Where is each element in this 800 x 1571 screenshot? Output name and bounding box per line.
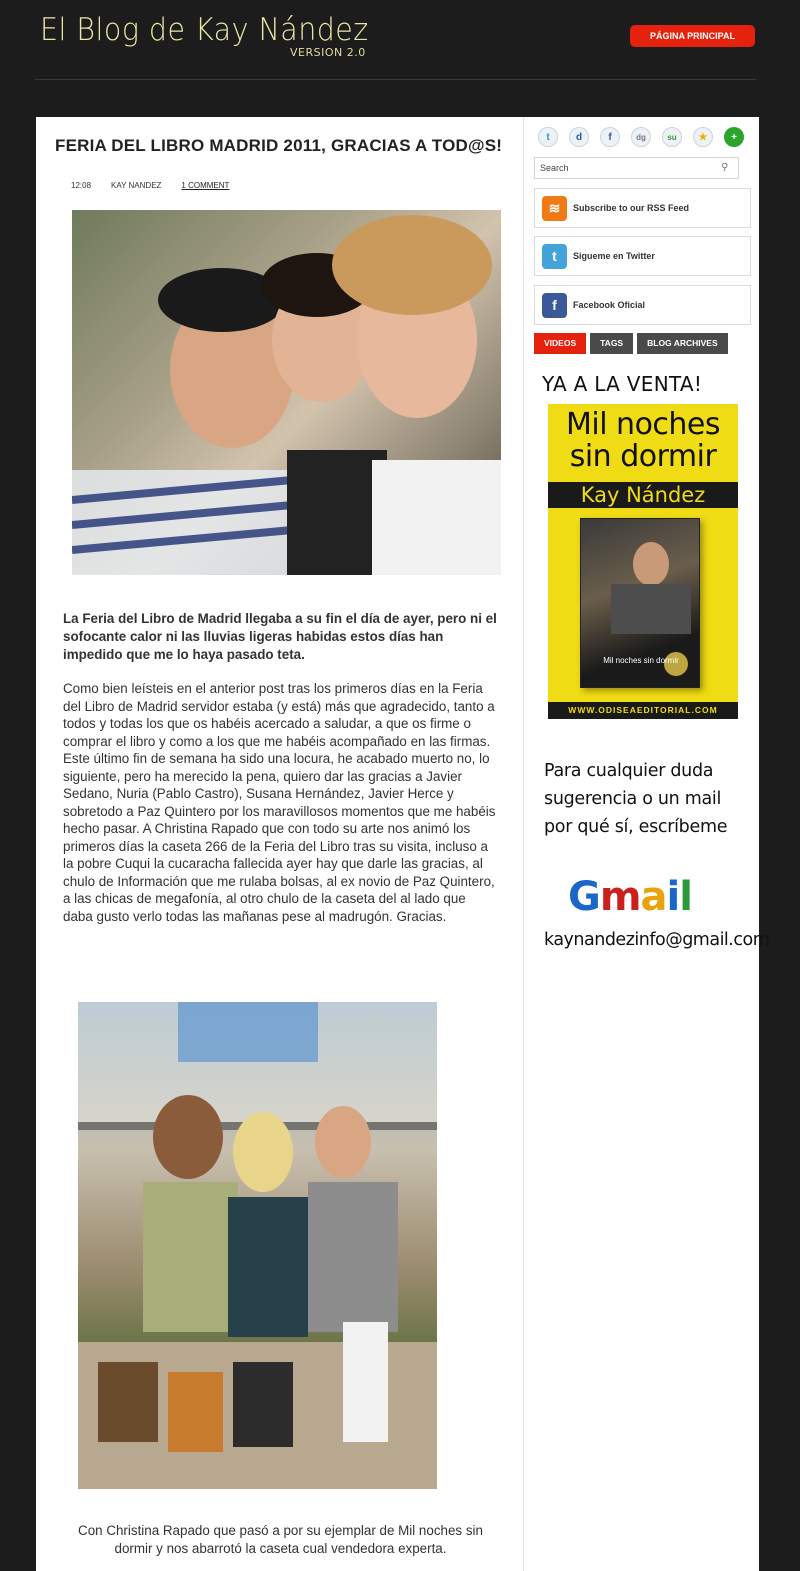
post-author: KAY NANDEZ [111,181,162,190]
book-cover-title: Mil noches sin dormir [603,656,679,665]
search-icon[interactable]: ⚲ [721,162,729,173]
site-title[interactable]: El Blog de Kay Nández [40,12,369,48]
tab-tags[interactable]: TAGS [590,333,633,354]
post-comments-link[interactable]: 1 COMMENT [181,181,230,190]
facebook-icon[interactable]: f [600,127,620,147]
rss-icon: ≋ [542,196,567,221]
gmail-logo: Gmail [568,874,692,920]
sidebar [523,117,770,1571]
post-intro: La Feria del Libro de Madrid llegaba a su fin el día de ayer, pero ni el sofocante calor ni las lluvias ligeras habidas estos días han impedido que me lo haya pasado teta. [63,611,497,662]
main-column [36,117,523,1571]
post-body: Como bien leísteis en el anterior post tras los primeros días en la Feria del Libro de Madrid servidor estaba (y está) más que agradecido, tanto a todos y todas los que os habéis acercado a saludar, a que os firme o comprar el libro y como a los que me habéis acompañado en las firmas. Este último fin de semana ha sido una locura, he acabado muerto no, lo siguiente, pero ha merecido la pena, quiero dar las gracias a Javier Sedano, Nuria (Pablo Castro), Susana Hernández, Javier Herce y sobretodo a Paz Quintero por los maravillosos momentos que me habéis hecho pasar. A Christina Rapado que con todo su arte nos animó los primeros días la caseta 266 de la Feria del Libro tras su visita, incluso a la pobre Cuqui la cucaracha fallecida ayer hay que darle las gracias, al chulo de Información que me rulaba bolsas, al ex novio de Paz Quintero, a las chicas de megafonía, al otro chulo de la caseta del al lado que daba gusto verlo todas las mañanas pese al madrugón. Gracias. [63,681,496,924]
facebook-icon: f [542,293,567,318]
tab-blog-archives[interactable]: BLOG ARCHIVES [637,333,728,354]
facebook-official-link[interactable] [534,285,751,325]
post-photo-caseta [78,1002,437,1489]
contact-text: Para cualquier duda sugerencia o un mail por qué sí, escríbeme [544,761,728,837]
home-page-button[interactable]: PÁGINA PRINCIPAL [630,25,755,47]
content-container [36,117,770,1571]
twitter-follow-link[interactable] [534,236,751,276]
search-box [534,157,739,179]
twitter-icon[interactable]: t [538,127,558,147]
site-version: VERSION 2.0 [290,46,366,59]
contact-email[interactable]: kaynandezinfo@gmail.com [544,930,770,950]
book-ad-title: Mil noches sin dormir [565,407,721,474]
promo-heading: YA A LA VENTA! [542,372,703,396]
photo-caption: Con Christina Rapado que pasó a por su ejemplar de Mil noches sin dormir y nos abarrotó la caseta cual vendedora experta. [78,1523,483,1556]
stumbleupon-icon[interactable]: su [662,127,682,147]
sidebar-tabs [534,333,728,354]
post-title[interactable]: FERIA DEL LIBRO MADRID 2011, GRACIAS A TOD@S! [55,136,503,155]
add-icon[interactable]: + [724,127,744,147]
post-meta [71,181,229,190]
post-time: 12:08 [71,181,92,190]
twitter-follow-label: Sigueme en Twitter [573,251,655,261]
search-input[interactable] [535,158,715,178]
photo-people-illustration [72,210,501,575]
digg-icon[interactable]: dg [631,127,651,147]
site-header [0,0,800,80]
post-photo-feria [72,210,501,575]
book-ad-url: WWW.ODISEAEDITORIAL.COM [548,702,738,719]
facebook-official-label: Facebook Oficial [573,300,646,310]
photo-stall-illustration [78,1002,437,1489]
book-ad-author: Kay Nández [548,482,738,508]
favorite-icon[interactable]: ★ [693,127,713,147]
rss-feed-link[interactable] [534,188,751,228]
twitter-bird-icon: t [542,244,567,269]
social-icons-row [538,127,744,147]
rss-feed-label: Subscribe to our RSS Feed [573,203,690,213]
tab-videos[interactable]: VIDEOS [534,333,586,354]
book-cover-image [580,518,700,688]
header-divider [35,79,756,80]
book-advert[interactable] [548,404,738,719]
delicious-icon[interactable]: d [569,127,589,147]
